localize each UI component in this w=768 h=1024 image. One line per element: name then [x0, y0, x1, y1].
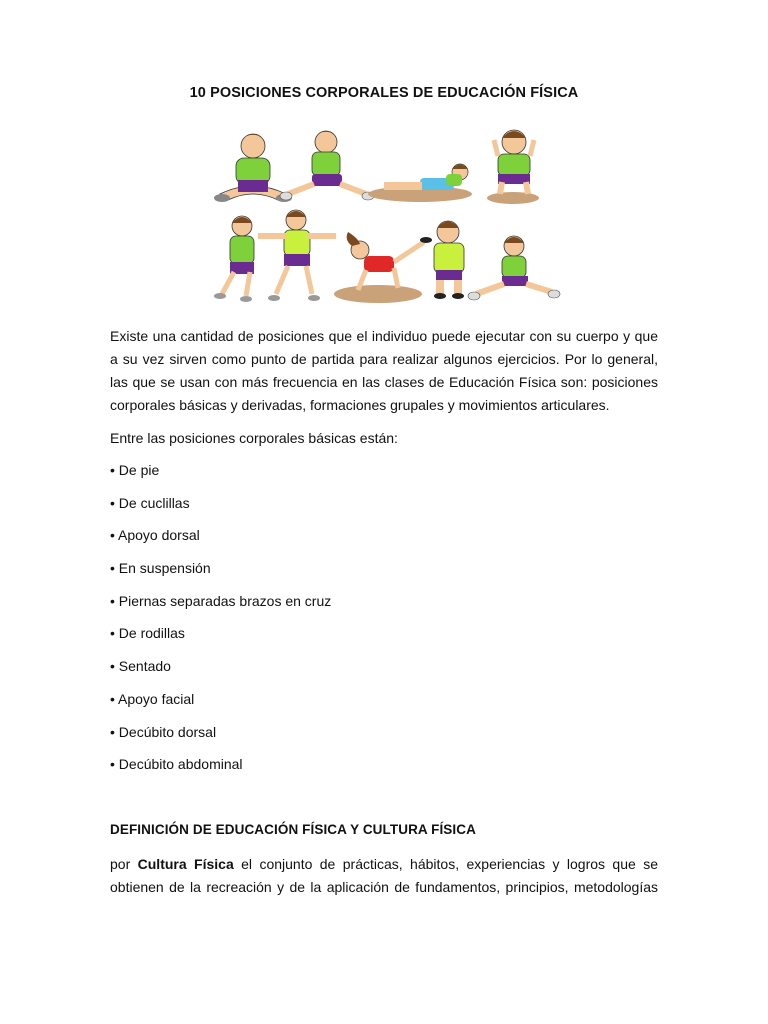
kid-straddle-sitting-2: [468, 236, 560, 300]
basic-positions-intro: Entre las posiciones corporales básicas están:: [110, 430, 398, 446]
list-item: • De rodillas: [110, 625, 185, 642]
kid-standing: [214, 216, 254, 302]
kids-exercise-positions-illustration: [198, 122, 568, 312]
list-item: • Apoyo facial: [110, 690, 195, 707]
kid-kneeling: [434, 221, 464, 299]
list-item: • En suspensión: [110, 560, 211, 577]
definition-rest: el conjunto de prácticas, hábitos, experiencias y logros que se: [241, 856, 658, 872]
list-item: • De cuclillas: [110, 494, 190, 511]
definition-line-1: [110, 853, 658, 876]
kid-lying-prone: [368, 164, 472, 202]
kid-all-fours: [334, 232, 432, 303]
page-title: 10 POSICIONES CORPORALES DE EDUCACIÓN FÍSICA: [189, 85, 579, 101]
definition-bold-term: Cultura Física: [137, 856, 234, 872]
list-item: • Sentado: [110, 658, 171, 675]
kid-arms-cross: [258, 210, 336, 301]
positions-list: [110, 460, 331, 787]
definition-line-2: obtienen de la recreación y de la aplicación de fundamentos, principios, metodologías: [110, 879, 658, 895]
list-item: • Apoyo dorsal: [110, 527, 200, 544]
list-item: • Decúbito abdominal: [110, 756, 243, 773]
list-item: • Decúbito dorsal: [110, 723, 217, 740]
kid-squatting: [487, 130, 539, 204]
paragraph-intro: Existe una cantidad de posiciones que el individuo puede ejecutar con su cuerpo y que a su vez sirven como punto de partida para realizar algunos ejercicios. Por lo general, las que se usan con más frecuencia en las clases de Educación Física son: posiciones corporales básicas y derivadas, formaciones grupales y movimientos articulares.: [110, 328, 658, 413]
definition-prefix: por: [110, 856, 131, 872]
list-item: • De pie: [110, 462, 160, 478]
list-item: • Piernas separadas brazos en cruz: [110, 592, 332, 609]
kid-sitting-cross-legged: [214, 134, 292, 202]
section-heading: DEFINICIÓN DE EDUCACIÓN FÍSICA Y CULTURA FÍSICA: [110, 822, 476, 837]
kid-straddle-sitting: [280, 131, 374, 200]
paragraph-definition: [110, 853, 658, 899]
